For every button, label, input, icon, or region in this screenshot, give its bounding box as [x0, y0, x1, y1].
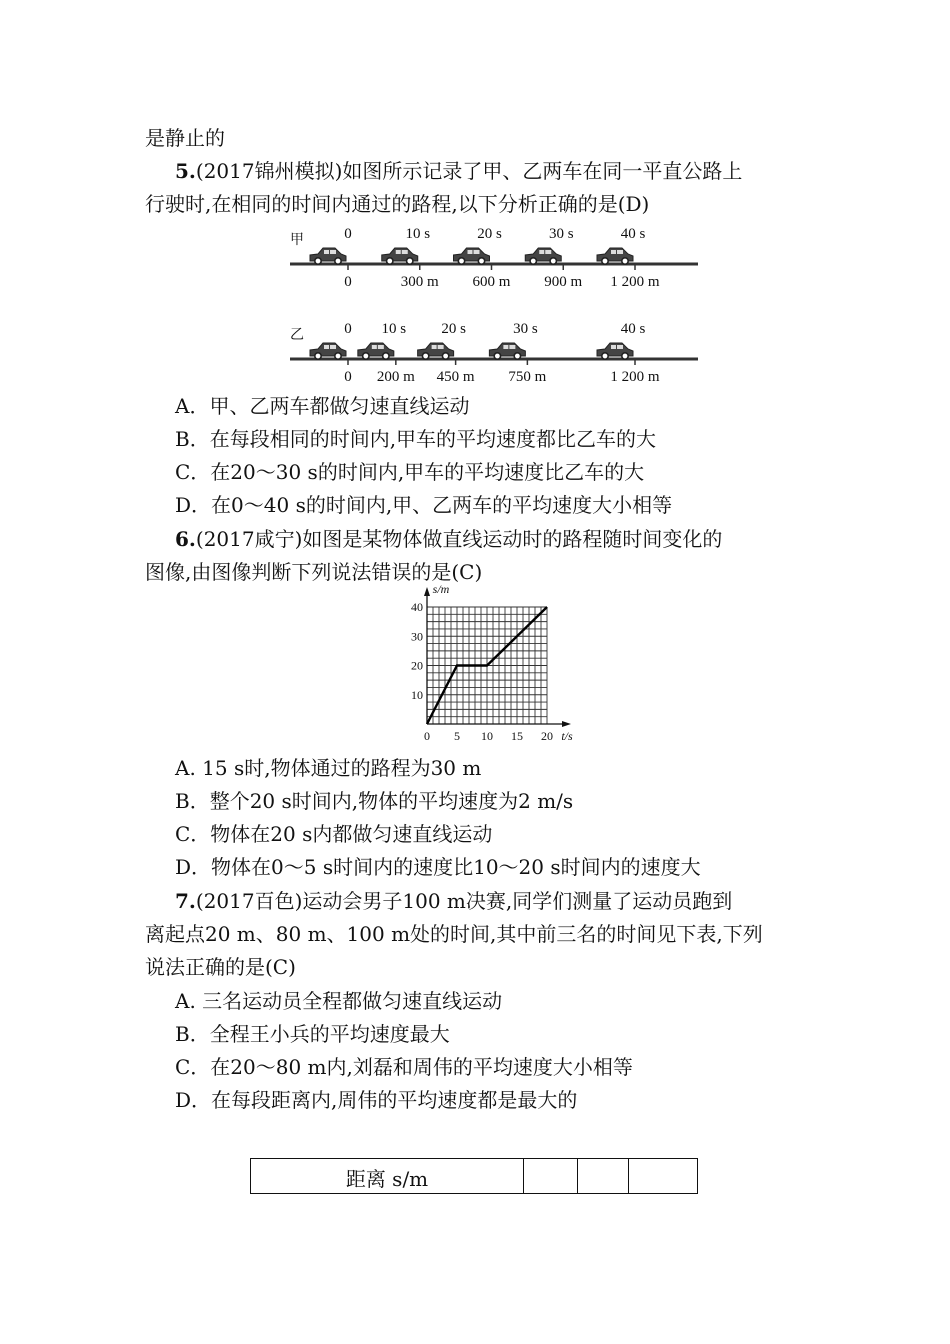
distance-label: 450 m — [436, 369, 475, 385]
time-label: 40 s — [620, 321, 646, 337]
distance-label: 0 — [344, 369, 352, 385]
x-tick-label: 0 — [424, 729, 430, 743]
distance-label: 200 m — [376, 369, 415, 385]
car-icon — [597, 343, 633, 359]
table-row — [251, 1159, 698, 1194]
q5-line1 — [175, 157, 742, 185]
q6-number: 6. — [175, 527, 196, 551]
q5-option-d: D．在0～40 s的时间内,甲、乙两车的平均速度大小相等 — [175, 493, 673, 517]
car-icon — [597, 248, 633, 264]
time-label: 10 s — [405, 226, 431, 242]
car-row-label: 乙 — [290, 328, 304, 343]
yi-row — [290, 321, 698, 385]
y-axis-arrow-icon — [424, 587, 430, 596]
q6-option-b: B．整个20 s时间内,物体的平均速度为2 m/s — [175, 789, 574, 813]
q7-option-d: D．在每段距离内,周伟的平均速度都是最大的 — [175, 1088, 578, 1112]
distance-label: 1 200 m — [610, 274, 660, 290]
distance-label: 750 m — [508, 369, 547, 385]
q5-line2: 行驶时,在相同的时间内通过的路程,以下分析正确的是(D) — [145, 192, 650, 216]
time-label: 40 s — [620, 226, 646, 242]
time-label: 10 s — [381, 321, 407, 337]
q6-text-1: (2017咸宁)如图是某物体做直线运动时的路程随时间变化的 — [195, 527, 723, 551]
q5-option-c: C．在20～30 s的时间内,甲车的平均速度比乙车的大 — [175, 460, 645, 484]
time-label: 20 s — [477, 226, 502, 242]
time-label: 30 s — [548, 226, 574, 242]
y-tick-label: 30 — [411, 629, 423, 644]
q5-option-a: A．甲、乙两车都做匀速直线运动 — [175, 394, 470, 418]
x-axis-label: t/s — [561, 729, 573, 743]
car-icon — [418, 343, 454, 359]
x-tick-label: 20 — [541, 729, 553, 743]
x-axis-arrow-icon — [562, 721, 571, 727]
car-icon — [310, 343, 346, 359]
race-time-table — [250, 1158, 698, 1194]
car-icon — [310, 248, 346, 264]
car-motion-figure — [280, 222, 710, 390]
y-axis-label: s/m — [432, 582, 450, 596]
q7-option-a: A. 三名运动员全程都做匀速直线运动 — [175, 989, 503, 1013]
y-tick-label: 10 — [411, 687, 423, 702]
y-tick-label: 40 — [411, 600, 423, 614]
y-tick-label: 20 — [411, 658, 423, 673]
distance-label: 300 m — [400, 274, 439, 290]
q7-text-1: (2017百色)运动会男子100 m决赛,同学们测量了运动员跑到 — [195, 889, 733, 913]
table-header-distance: 距离 s/m — [251, 1159, 524, 1194]
table-cell — [578, 1159, 629, 1194]
car-icon — [454, 248, 490, 264]
q6-option-d: D．物体在0～5 s时间内的速度比10～20 s时间内的速度大 — [175, 855, 701, 879]
time-label: 30 s — [513, 321, 538, 337]
q7-line1 — [175, 887, 732, 915]
time-label: 0 — [344, 226, 352, 242]
distance-label: 900 m — [544, 274, 583, 290]
car-icon — [358, 343, 394, 359]
q7-line2: 离起点20 m、80 m、100 m处的时间,其中前三名的时间见下表,下列 — [145, 922, 763, 946]
q6-line2: 图像,由图像判断下列说法错误的是(C) — [145, 560, 483, 584]
q5-text-1: (2017锦州模拟)如图所示记录了甲、乙两车在同一平直公路上 — [195, 159, 743, 183]
table-cell — [524, 1159, 578, 1194]
x-tick-label: 10 — [481, 729, 493, 743]
q6-line1 — [175, 525, 722, 553]
table-cell — [629, 1159, 698, 1194]
time-label: 20 s — [441, 321, 466, 337]
q5-number: 5. — [175, 159, 196, 183]
q7-option-c: C．在20～80 m内,刘磊和周伟的平均速度大小相等 — [175, 1055, 633, 1079]
x-tick-label: 15 — [511, 729, 523, 743]
distance-label: 1 200 m — [610, 369, 660, 385]
distance-label: 0 — [344, 274, 352, 290]
distance-label: 600 m — [472, 274, 511, 290]
q7-line3: 说法正确的是(C) — [145, 955, 296, 979]
car-icon — [382, 248, 418, 264]
x-tick-label: 5 — [454, 729, 460, 743]
continued-text: 是静止的 — [145, 126, 225, 150]
q6-option-c: C．物体在20 s内都做匀速直线运动 — [175, 822, 493, 846]
q6-option-a: A. 15 s时,物体通过的路程为30 m — [175, 756, 482, 780]
car-icon — [525, 248, 561, 264]
q7-option-b: B．全程王小兵的平均速度最大 — [175, 1022, 450, 1046]
s-t-graph — [400, 582, 590, 750]
jia-row — [290, 226, 698, 290]
time-label: 0 — [344, 321, 352, 337]
q5-option-b: B．在每段相同的时间内,甲车的平均速度都比乙车的大 — [175, 427, 657, 451]
car-row-label: 甲 — [290, 233, 304, 248]
car-icon — [489, 343, 525, 359]
q7-number: 7. — [175, 889, 196, 913]
